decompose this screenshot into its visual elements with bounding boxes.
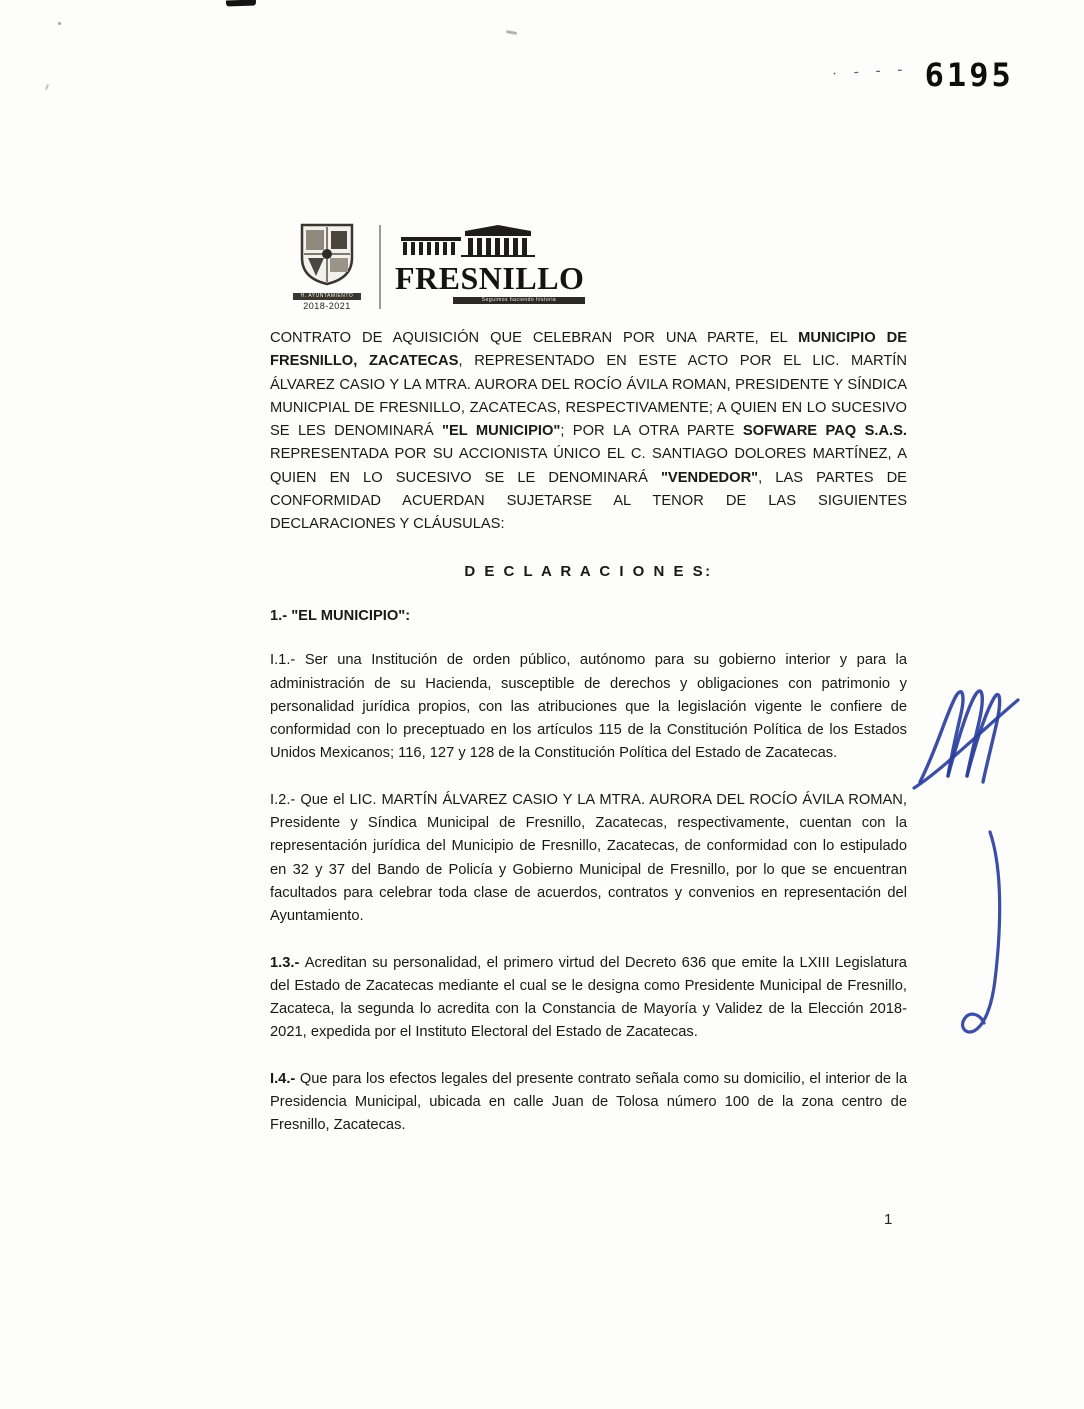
fresnillo-wordmark: FRESNILLO bbox=[395, 260, 585, 296]
page-number: 1 bbox=[884, 1211, 893, 1228]
handwritten-initials-mark bbox=[912, 684, 1024, 792]
section-1-title: 1.- "EL MUNICIPIO": bbox=[270, 607, 411, 624]
folio-number: 6195 bbox=[924, 56, 1014, 94]
crest-caption: H. AYUNTAMIENTO bbox=[293, 293, 361, 300]
fresnillo-building-icon bbox=[395, 225, 555, 257]
declaration-paragraph-i4: I.4.- Que para los efectos legales del presente contrato señala como su domicilio, el interior de la Presidencia Municipal, ubicada en calle Juan de Tolosa número 100 de la zona centro de Fresnillo, Zacatecas. bbox=[270, 1070, 908, 1134]
declaration-paragraph-i2: I.2.- Que el LIC. MARTÍN ÁLVAREZ CASIO Y LA MTRA. AURORA DEL ROCÍO ÁVILA ROMAN, Presidente y Síndica Municipal de Fresnillo, Zacatecas, respectivamente, cuentan con la representación jurídica del Municipio de Fresnillo, Zacatecas, de conformidad con lo estipulado en 32 y 37 del Bando de Policía y Gobierno Municipal de Fresnillo, por lo que se encuentran facultados para celebrar toda clase de acuerdos, contratos y convenios en representación del Ayuntamiento. bbox=[270, 791, 907, 925]
header-logos bbox=[283, 222, 585, 311]
municipal-crest bbox=[283, 222, 371, 311]
declaration-paragraph-13: 1.3.- Acreditan su personalidad, el primero virtud del Decreto 636 que emite la LXIII Legislatura del Estado de Zacatecas mediante el cual se le designa como Presidente Municipal de Fresnillo, Zacateca, la segunda lo acredita con la Constancia de Mayoría y Validez de la Elección 2018-2021, expedida por el Instituto Electoral del Estado de Zacatecas. bbox=[270, 954, 907, 1041]
fresnillo-tagline: Seguimos haciendo historia bbox=[453, 297, 585, 304]
declaration-paragraph-i1: I.1.- Ser una Institución de orden público, autónomo para su gobierno interior y para la administración de su Hacienda, susceptible de derechos y obligaciones con patrimonio y personalidad jurídica propios, con las atribuciones que la legislación vigente le confiere de conformidad con lo preceptuado en los artículos 115 de la Constitución Política de los Estados Unidos Mexicanos; 116, 127 y 128 de la Constitución Política del Estado de Zacatecas. bbox=[270, 652, 907, 762]
scan-artifact-dot bbox=[58, 22, 61, 25]
scan-artifact-top-edge bbox=[226, 0, 256, 7]
handwritten-signature-stroke bbox=[944, 828, 1016, 1046]
logo-divider bbox=[379, 225, 381, 309]
scan-artifact-speck bbox=[506, 30, 517, 35]
document-body bbox=[270, 327, 907, 1161]
folio-handwritten-marks: · - - - bbox=[831, 61, 909, 82]
crest-years: 2018-2021 bbox=[303, 301, 351, 311]
contract-intro-paragraph: CONTRATO DE AQUISICIÓN QUE CELEBRAN POR UNA PARTE, EL MUNICIPIO DE FRESNILLO, ZACATECAS, REPRESENTADO EN ESTE ACTO POR EL LIC. MARTÍN ÁLVAREZ CASIO Y LA MTRA. AURORA DEL ROCÍO ÁVILA ROMAN, PRESIDENTE Y SÍNDICA MUNICPIAL DE FRESNILLO, ZACATECAS, RESPECTIVAMENTE; A QUIEN EN LO SUCESIVO SE LES DENOMINARÁ "EL MUNICIPIO"; POR LA OTRA PARTE SOFWARE PAQ S.A.S. REPRESENTADA POR SU ACCIONISTA ÚNICO EL C. SANTIAGO DOLORES MARTÍNEZ, A QUIEN EN LO SUCESIVO SE LE DENOMINARÁ "VENDEDOR", LAS PARTES DE CONFORMIDAD ACUERDAN SUJETARSE AL TENOR DE LAS SIGUIENTES DECLARACIONES Y CLÁUSULAS: bbox=[270, 330, 908, 533]
scan-artifact-mark bbox=[45, 84, 49, 90]
fresnillo-logo bbox=[395, 222, 585, 304]
municipal-crest-icon bbox=[298, 222, 356, 286]
declarations-heading: D E C L A R A C I O N E S: bbox=[464, 562, 713, 580]
folio-row bbox=[832, 56, 1014, 94]
